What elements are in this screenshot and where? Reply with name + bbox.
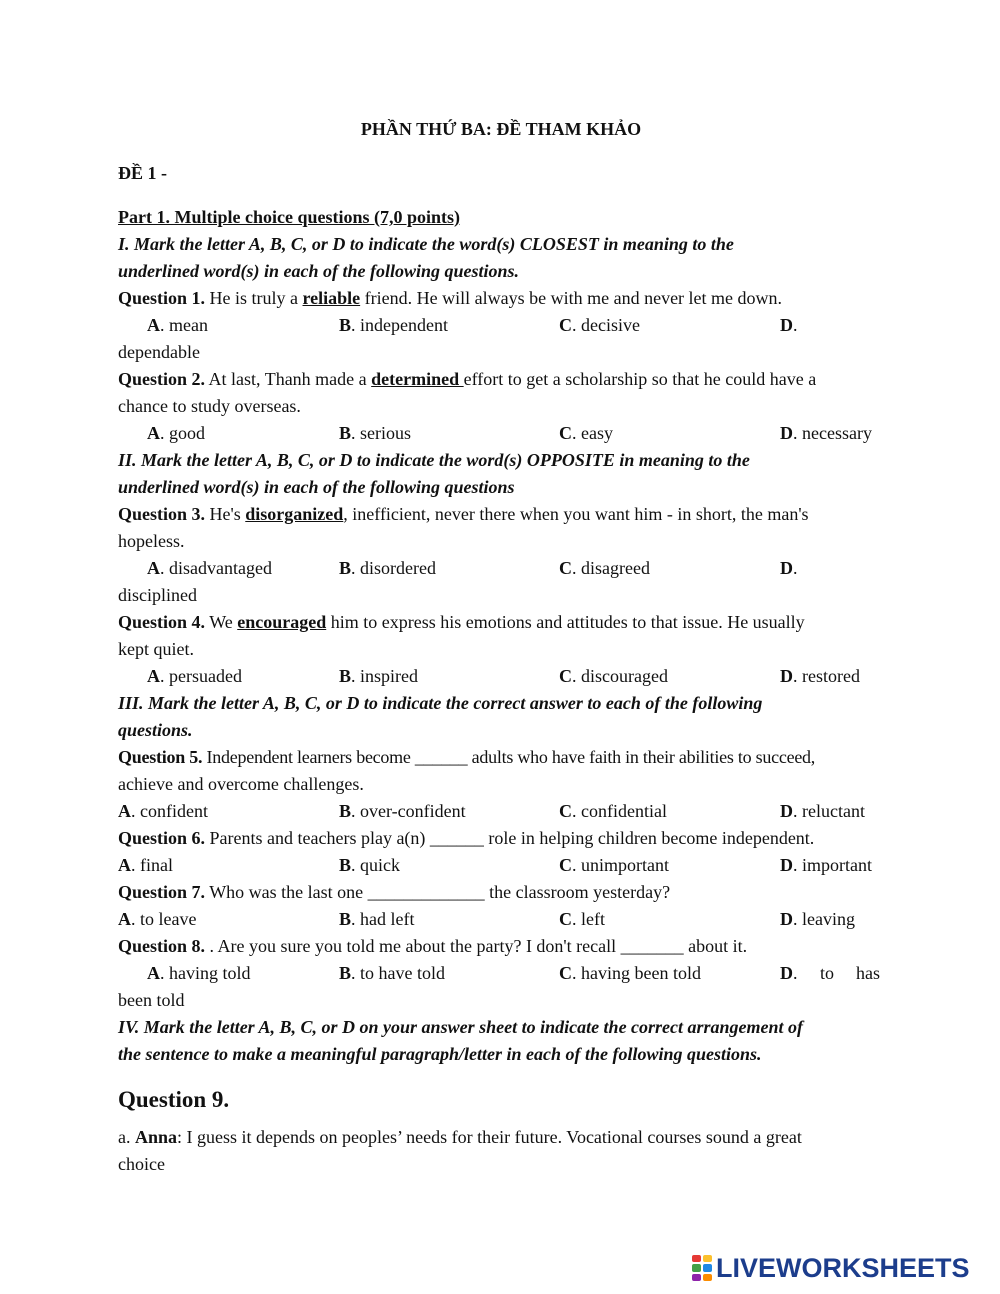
q6-option-d[interactable]: D. important [780, 855, 872, 875]
q8-option-b[interactable]: B. to have told [339, 963, 445, 983]
q1-option-a[interactable]: A. mean [147, 315, 208, 335]
q2-option-d[interactable]: D. necessary [780, 423, 872, 443]
q1-option-d-text: dependable [118, 342, 200, 362]
question-9-item-a-cont: choice [118, 1154, 165, 1174]
logo-icon [692, 1255, 712, 1281]
q8-option-d-word2: has [856, 963, 880, 983]
underlined-word: encouraged [237, 612, 327, 632]
section-2-instruction: II. Mark the letter A, B, C, or D to indicate the word(s) OPPOSITE in meaning to the [118, 450, 750, 470]
question-2: Question 2. At last, Thanh made a determined effort to get a scholarship so that he could have a [118, 369, 817, 389]
section-3-instruction: III. Mark the letter A, B, C, or D to indicate the correct answer to each of the following [118, 693, 763, 713]
q7-option-d[interactable]: D. leaving [780, 909, 855, 929]
section-4-instruction: IV. Mark the letter A, B, C, or D on your answer sheet to indicate the correct arrangement of [118, 1017, 804, 1037]
q8-option-d-text: been told [118, 990, 185, 1010]
question-5: Question 5. Independent learners become ______ adults who have faith in their abilities to succeed, [118, 747, 816, 767]
q1-option-d[interactable]: D. [780, 315, 798, 335]
section-2-instruction-cont: underlined word(s) in each of the following questions [118, 477, 515, 497]
question-4: Question 4. We encouraged him to express his emotions and attitudes to that issue. He usually [118, 612, 805, 632]
page-title: PHẦN THỨ BA: ĐỀ THAM KHẢO [360, 119, 642, 139]
underlined-word: reliable [302, 288, 361, 308]
q3-option-b[interactable]: B. disordered [339, 558, 436, 578]
q6-option-a[interactable]: A. final [118, 855, 173, 875]
q8-option-c[interactable]: C. having been told [559, 963, 701, 983]
q7-option-b[interactable]: B. had left [339, 909, 415, 929]
exam-number: ĐỀ 1 - [118, 163, 167, 183]
q2-option-a[interactable]: A. good [147, 423, 205, 443]
question-9-heading: Question 9. [118, 1087, 230, 1112]
q4-option-c[interactable]: C. discouraged [559, 666, 668, 686]
q1-option-c[interactable]: C. decisive [559, 315, 640, 335]
q3-option-c[interactable]: C. disagreed [559, 558, 650, 578]
q2-option-b[interactable]: B. serious [339, 423, 412, 443]
q5-option-c[interactable]: C. confidential [559, 801, 667, 821]
q3-option-a[interactable]: A. disadvantaged [147, 558, 272, 578]
question-6: Question 6. Parents and teachers play a(n) ______ role in helping children become independent. [118, 828, 815, 848]
q7-option-a[interactable]: A. to leave [118, 909, 197, 929]
q5-option-a[interactable]: A. confident [118, 801, 208, 821]
brand-name: LIVEWORKSHEETS [716, 1252, 970, 1283]
question-4-cont: kept quiet. [118, 639, 194, 659]
question-3: Question 3. He's disorganized, inefficient, never there when you want him - in short, the man's [118, 504, 809, 524]
q2-option-c[interactable]: C. easy [559, 423, 613, 443]
question-2-cont: chance to study overseas. [118, 396, 301, 416]
question-1: Question 1. He is truly a reliable friend. He will always be with me and never let me down. [118, 288, 783, 308]
underlined-word: determined [371, 369, 464, 389]
liveworksheets-logo [692, 1253, 970, 1283]
q8-option-a[interactable]: A. having told [147, 963, 251, 983]
section-4-instruction-cont: the sentence to make a meaningful paragraph/letter in each of the following questions. [118, 1044, 762, 1064]
q4-option-b[interactable]: B. inspired [339, 666, 419, 686]
q6-option-b[interactable]: B. quick [339, 855, 401, 875]
section-1-instruction-cont: underlined word(s) in each of the following questions. [118, 261, 520, 281]
q5-option-d[interactable]: D. reluctant [780, 801, 865, 821]
q6-option-c[interactable]: C. unimportant [559, 855, 669, 875]
section-3-instruction-cont: questions. [118, 720, 193, 740]
q1-option-b[interactable]: B. independent [339, 315, 448, 335]
q8-option-d-word1: to [820, 963, 835, 983]
underlined-word: disorganized [245, 504, 344, 524]
question-5-cont: achieve and overcome challenges. [118, 774, 364, 794]
question-7: Question 7. Who was the last one _____________ the classroom yesterday? [118, 882, 671, 902]
question-9-item-a: a. Anna: I guess it depends on peoples’ needs for their future. Vocational courses sound a great [118, 1127, 802, 1147]
question-8: Question 8. . Are you sure you told me about the party? I don't recall _______ about it. [118, 936, 748, 956]
q7-option-c[interactable]: C. left [559, 909, 605, 929]
q3-option-d[interactable]: D. [780, 558, 798, 578]
part-heading: Part 1. Multiple choice questions (7,0 points) [118, 207, 460, 227]
q5-option-b[interactable]: B. over-confident [339, 801, 466, 821]
q4-option-d[interactable]: D. restored [780, 666, 860, 686]
q4-option-a[interactable]: A. persuaded [147, 666, 242, 686]
section-1-instruction: I. Mark the letter A, B, C, or D to indicate the word(s) CLOSEST in meaning to the [118, 234, 734, 254]
q8-option-d[interactable]: D. [780, 963, 798, 983]
question-3-cont: hopeless. [118, 531, 185, 551]
q3-option-d-text: disciplined [118, 585, 197, 605]
